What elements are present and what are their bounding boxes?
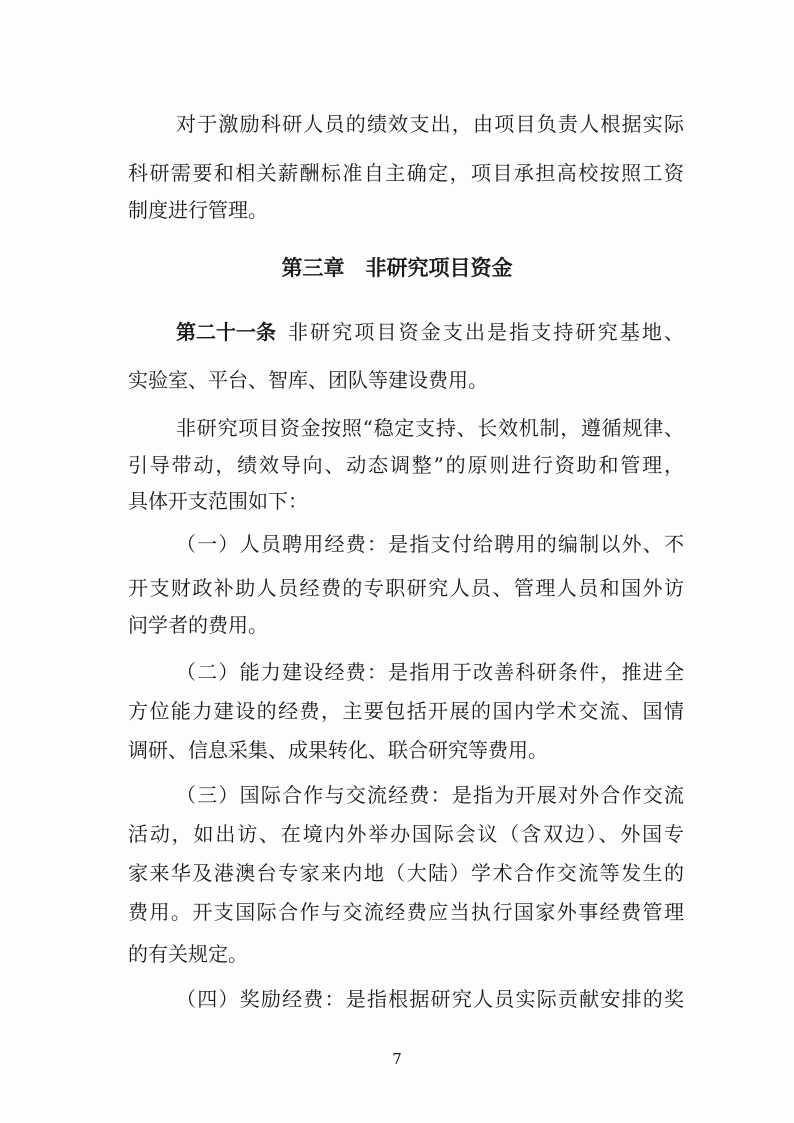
page-number: 7 bbox=[392, 1050, 402, 1068]
paragraph-line: 科研需要和相关薪酬标准自主确定，项目承担高校按照工资 bbox=[128, 161, 684, 185]
paragraph-line: 非研究项目资金支出是指支持研究基地、 bbox=[288, 320, 684, 344]
paragraph-line: 调研、信息采集、成果转化、联合研究等费用。 bbox=[128, 738, 548, 762]
paragraph-line: 问学者的费用。 bbox=[128, 613, 268, 637]
paragraph-line: 实验室、平台、智库、团队等建设费用。 bbox=[128, 368, 488, 392]
paragraph-line: 活动，如出访、在境内外举办国际会议（含双边）、外国专 bbox=[128, 822, 684, 846]
paragraph-line: 对于激励科研人员的绩效支出，由项目负责人根据实际 bbox=[176, 112, 684, 136]
paragraph-line: 开支财政补助人员经费的专职研究人员、管理人员和国外访 bbox=[128, 576, 684, 600]
paragraph-line: 方位能力建设的经费，主要包括开展的国内学术交流、国情 bbox=[128, 699, 684, 723]
chapter-title: 第三章 非研究项目资金 bbox=[281, 255, 513, 280]
paragraph-line: （一）人员聘用经费：是指支付给聘用的编制以外、不 bbox=[176, 532, 684, 556]
paragraph-line: 制度进行管理。 bbox=[128, 198, 268, 222]
paragraph-line: （四）奖励经费：是指根据研究人员实际贡献安排的奖 bbox=[176, 987, 684, 1011]
paragraph-line: （二）能力建设经费：是指用于改善科研条件，推进全 bbox=[176, 660, 684, 684]
paragraph-line: 引导带动，绩效导向、动态调整”的原则进行资助和管理， bbox=[128, 453, 684, 477]
paragraph-line: 家来华及港澳台专家来内地（大陆）学术合作交流等发生的 bbox=[128, 861, 684, 885]
article-heading: 第二十一条 bbox=[176, 320, 276, 344]
paragraph-line: 费用。开支国际合作与交流经费应当执行国家外事经费管理 bbox=[128, 900, 684, 924]
paragraph-line: 的有关规定。 bbox=[128, 942, 248, 966]
paragraph-line: （三）国际合作与交流经费：是指为开展对外合作交流 bbox=[176, 783, 684, 807]
paragraph-line: 非研究项目资金按照“稳定支持、长效机制，遵循规律、 bbox=[176, 416, 684, 440]
paragraph-line: 具体开支范围如下： bbox=[128, 489, 308, 513]
